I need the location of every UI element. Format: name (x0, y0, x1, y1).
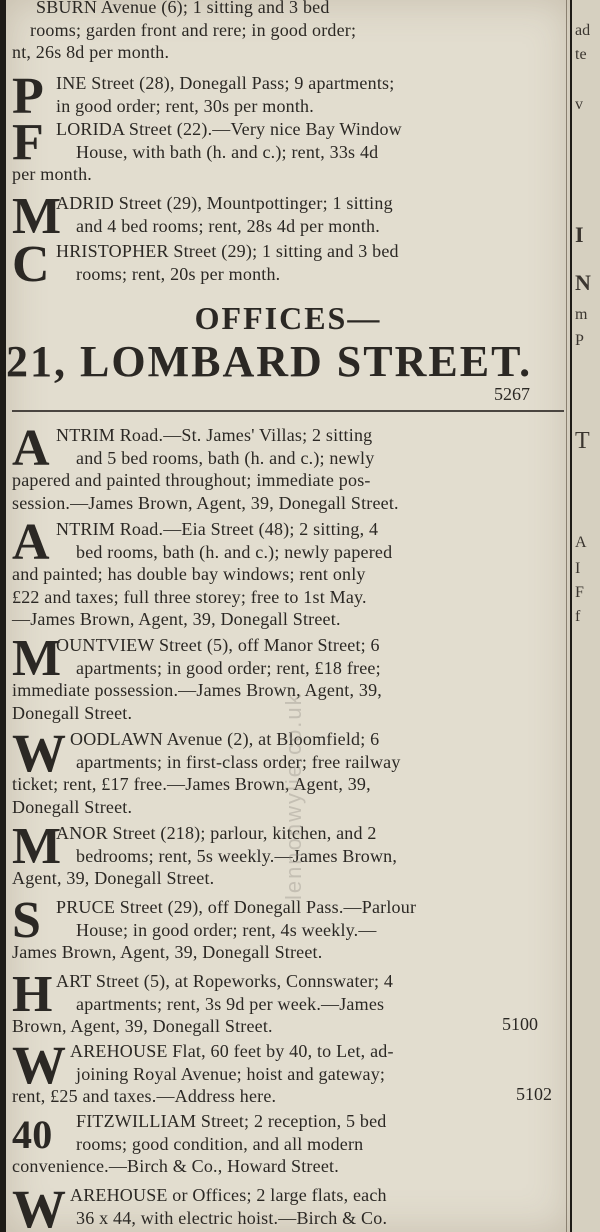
drop-cap: P (12, 68, 44, 125)
ad-line: ART Street (5), at Ropeworks, Connswater; 4 (56, 971, 394, 991)
newspaper-clipping (6, 0, 570, 1232)
ad-line: and painted; has double bay windows; rent only (12, 564, 366, 584)
drop-cap: H (12, 966, 53, 1023)
drop-cap: M (12, 188, 62, 245)
ad-line: James Brown, Agent, 39, Donegall Street. (12, 942, 323, 962)
ad-line: and 5 bed rooms, bath (h. and c.); newly (76, 447, 375, 468)
ad-line: NTRIM Road.—St. James' Villas; 2 sitting (56, 425, 373, 445)
ad-line: LORIDA Street (22).—Very nice Bay Window (56, 119, 402, 139)
ad-line: nt, 26s 8d per month. (12, 42, 170, 62)
ad-line: rooms; good condition, and all modern (76, 1133, 364, 1154)
ad-line: NTRIM Road.—Eia Street (48); 2 sitting, 4 (56, 519, 379, 539)
divider-rule (12, 410, 564, 412)
ad-line: OUNTVIEW Street (5), off Manor Street; 6 (56, 635, 380, 655)
ad-line: convenience.—Birch & Co., Howard Street. (12, 1156, 339, 1176)
ad-line: bedrooms; rent, 5s weekly.—James Brown, (76, 845, 398, 866)
drop-cap: C (12, 236, 50, 293)
fragment-text: I (575, 222, 584, 247)
fragment-text: ad (575, 22, 591, 39)
ad-line: per month. (12, 164, 92, 184)
ad-pine (12, 68, 564, 125)
ad-line: joining Royal Avenue; hoist and gateway; (76, 1063, 386, 1084)
ad-line: bed rooms, bath (h. and c.); newly papered (76, 541, 393, 562)
watermark: lennonwylie.co.uk (281, 692, 306, 900)
ad-line: papered and painted throughout; immediate pos- (12, 470, 371, 490)
ad-line: ADRID Street (29), Mountpottinger; 1 sitting (56, 193, 393, 213)
fragment-text: P (575, 332, 584, 349)
ad-hart (12, 966, 564, 1038)
drop-cap: W (12, 1179, 67, 1232)
adjacent-column-fragment (572, 0, 600, 1232)
ad-line: AREHOUSE or Offices; 2 large flats, each (70, 1185, 387, 1205)
drop-cap: A (12, 514, 50, 571)
ad-line: and 4 bed rooms; rent, 28s 4d per month. (76, 215, 380, 236)
reference-number: 5102 (516, 1084, 552, 1104)
ad-line: House; in good order; rent, 4s weekly.— (76, 919, 377, 940)
ad-line: Donegall Street. (12, 796, 133, 817)
ad-line: rent, £25 and taxes.—Address here. (12, 1086, 277, 1106)
fragment-text: N (575, 270, 591, 295)
ad-line: HRISTOPHER Street (29); 1 sitting and 3 bed (56, 241, 399, 261)
ad-madrid (12, 188, 564, 245)
ad-line: Agent, 39, Donegall Street. (12, 868, 215, 888)
offices-heading: OFFICES— (194, 300, 382, 336)
ad-fitzwilliam (12, 1110, 564, 1178)
ad-line: SBURN Avenue (6); 1 sitting and 3 bed (36, 0, 330, 17)
ad-line: ticket; rent, £17 free.—James Brown, Agent, 39, (12, 774, 371, 794)
ad-line: apartments; in good order; rent, £18 free; (76, 657, 381, 678)
ad-line: INE Street (28), Donegall Pass; 9 apartments; (56, 73, 395, 93)
ad-line: immediate possession.—James Brown, Agent, 39, (12, 680, 382, 700)
ad-florida (12, 114, 564, 186)
drop-cap: W (12, 1035, 67, 1095)
ad-line: apartments; rent, 3s 9d per week.—James (76, 993, 385, 1014)
ad-line: Brown, Agent, 39, Donegall Street. (12, 1016, 273, 1036)
ad-line: ANOR Street (218); parlour, kitchen, and 2 (56, 823, 377, 843)
ad-line: FITZWILLIAM Street; 2 reception, 5 bed (76, 1111, 387, 1131)
drop-cap: W (12, 723, 67, 783)
ad-line: £22 and taxes; full three storey; free to 1st May. (12, 586, 367, 607)
ad-line: rooms; garden front and rere; in good order; (30, 19, 357, 40)
ad-line: Donegall Street. (12, 702, 133, 723)
fragment-text: m (575, 306, 588, 323)
ad-lisburn (12, 0, 564, 64)
ad-warehouse-offices (12, 1179, 564, 1232)
drop-cap: 40 (12, 1112, 53, 1157)
ad-line: apartments; in first-class order; free railway (76, 751, 401, 772)
fragment-text: F (575, 584, 584, 601)
drop-cap: F (12, 114, 44, 171)
ad-line: session.—James Brown, Agent, 39, Donegall Street. (12, 492, 399, 513)
address-heading: 21, LOMBARD STREET. (6, 337, 533, 386)
ad-spruce (12, 892, 564, 964)
column-rule (566, 0, 567, 1232)
ad-line: OODLAWN Avenue (2), at Bloomfield; 6 (70, 729, 380, 749)
fragment-text: te (575, 46, 587, 63)
ad-line: 36 x 44, with electric hoist.—Birch & Co. (76, 1207, 388, 1228)
ad-line: in good order; rent, 30s per month. (56, 95, 314, 116)
ad-line: PRUCE Street (29), off Donegall Pass.—Parlour (56, 897, 417, 917)
ad-warehouse-flat (12, 1035, 564, 1108)
drop-cap: A (12, 420, 50, 477)
drop-cap: M (12, 630, 62, 687)
fragment-text: I (575, 560, 581, 577)
ad-line: —James Brown, Agent, 39, Donegall Street. (12, 609, 341, 629)
drop-cap: M (12, 818, 62, 875)
reference-number: 5267 (494, 384, 530, 404)
ad-christopher (12, 236, 564, 293)
fragment-text: f (575, 608, 581, 625)
drop-cap: S (12, 892, 42, 949)
ad-line: House, with bath (h. and c.); rent, 33s 4d (76, 141, 379, 162)
ad-line: rooms; rent, 20s per month. (76, 263, 281, 284)
fragment-text: T (575, 428, 590, 454)
fragment-text: v (575, 96, 583, 113)
fragment-text: A (575, 534, 587, 551)
ad-line: AREHOUSE Flat, 60 feet by 40, to Let, ad- (70, 1041, 394, 1061)
reference-number: 5100 (502, 1014, 538, 1034)
